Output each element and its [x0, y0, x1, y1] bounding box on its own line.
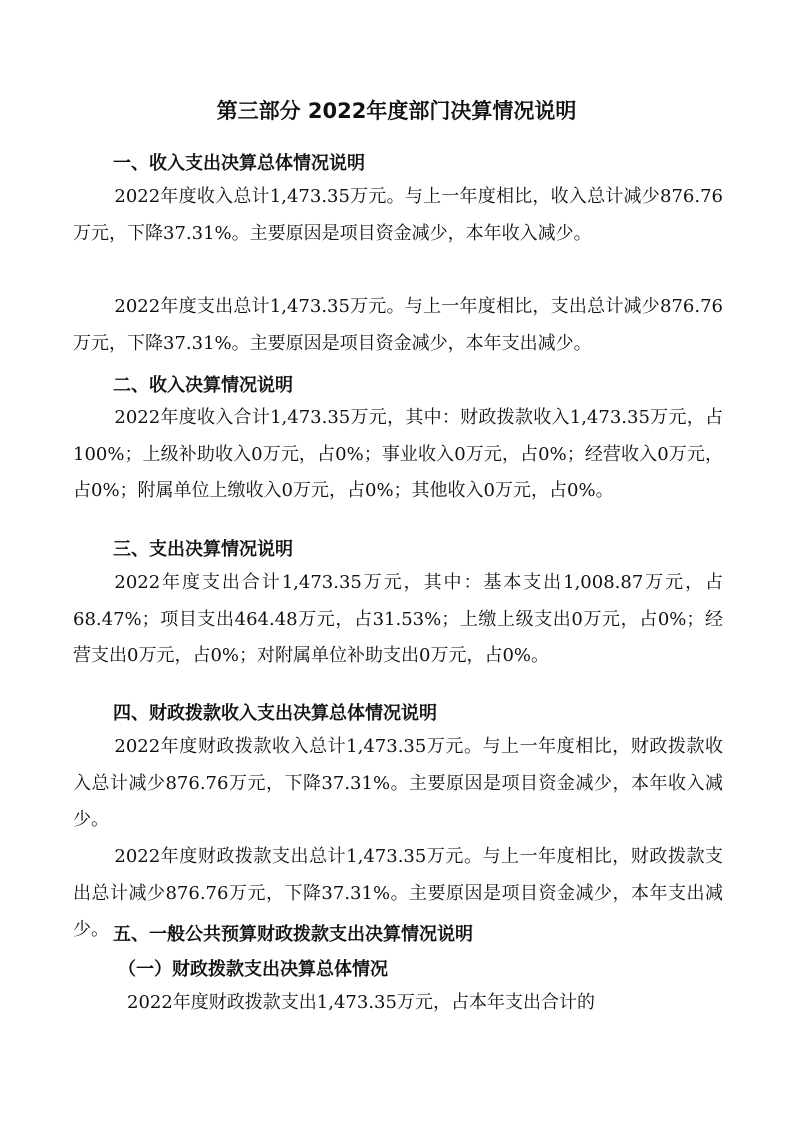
section-1-paragraph-2: 2022年度支出总计1,473.35万元。与上一年度相比，支出总计减少876.76万元，下降37.31%。主要原因是项目资金减少，本年支出减少。 [73, 296, 723, 354]
section-heading-2: 二、收入决算情况说明 [113, 375, 293, 396]
section-heading-5: 五、一般公共预算财政拨款支出决算情况说明 [113, 924, 473, 945]
section-heading-1: 一、收入支出决算总体情况说明 [113, 153, 365, 174]
document-title: 第三部分 2022年度部门决算情况说明 [216, 99, 577, 123]
section-4-paragraph-2: 2022年度财政拨款支出总计1,473.35万元。与上一年度相比，财政拨款支出总计减少876.76万元，下降37.31%。主要原因是项目资金减少，本年支出减少。 [73, 846, 723, 941]
section-4-paragraph-1: 2022年度财政拨款收入总计1,473.35万元。与上一年度相比，财政拨款收入总计减少876.76万元，下降37.31%。主要原因是项目资金减少，本年收入减少。 [73, 736, 723, 831]
section-heading-3: 三、支出决算情况说明 [113, 539, 293, 560]
section-5-subheading-1: （一）财政拨款支出决算总体情况 [118, 959, 388, 980]
section-5-paragraph-1: 2022年度财政拨款支出1,473.35万元，占本年支出合计的 [127, 992, 595, 1013]
section-2-paragraph-1: 2022年度收入合计1,473.35万元，其中：财政拨款收入1,473.35万元，占100%；上级补助收入0万元，占0%；事业收入0万元，占0%；经营收入0万元，占0%；附属单位上缴收入0万元，占0%；其他收入0万元，占0%。 [73, 407, 723, 502]
section-heading-4: 四、财政拨款收入支出决算总体情况说明 [113, 703, 437, 724]
section-1-paragraph-1: 2022年度收入总计1,473.35万元。与上一年度相比，收入总计减少876.76万元，下降37.31%。主要原因是项目资金减少，本年收入减少。 [73, 186, 723, 244]
section-3-paragraph-1: 2022年度支出合计1,473.35万元，其中：基本支出1,008.87万元，占68.47%；项目支出464.48万元，占31.53%；上缴上级支出0万元，占0%；经营支出0万元，占0%；对附属单位补助支出0万元，占0%。 [73, 572, 723, 667]
